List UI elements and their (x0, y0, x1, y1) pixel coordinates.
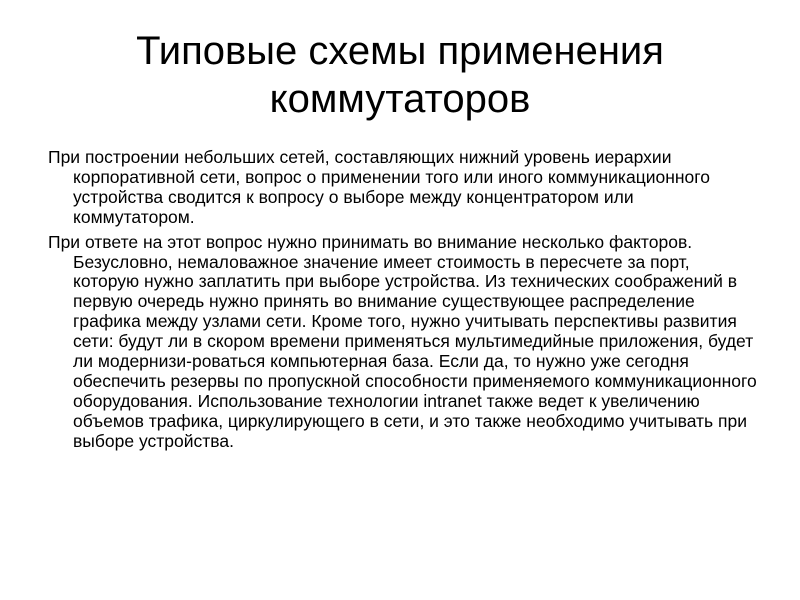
paragraph-factors: При ответе на этот вопрос нужно принимать во внимание несколько факторов. Безусловно, немаловажное значение имеет стоимость в пересчете за порт, которую нужно заплатить при выборе устройства. Из технических соображений в первую очередь нужно принять во внимание существующее распределение графика между узлами сети. Кроме того, нужно учитывать перспективы развития сети: будут ли в скором времени применяться мультимедийные приложения, будет ли модернизи-роваться компьютерная база. Если да, то нужно уже сегодня обеспечить резервы по пропускной способности применяемого коммуникационного оборудования. Использование технологии intranet также ведет к увеличению объемов трафика, циркулирующего в сети, и это также необходимо учитывать при выборе устройства. (48, 231, 757, 451)
paragraph-intro: При построении небольших сетей, составляющих нижний уровень иерархии корпоративной сети, вопрос о применении того или иного коммуникационного устройства сводится к вопросу о выборе между концентратором или коммутатором. (48, 147, 711, 227)
slide-title-line-1: Типовые схемы применения (136, 29, 664, 73)
slide-title (60, 27, 740, 123)
slide-title-line-2: коммутаторов (269, 77, 531, 121)
slide-body (48, 148, 760, 457)
